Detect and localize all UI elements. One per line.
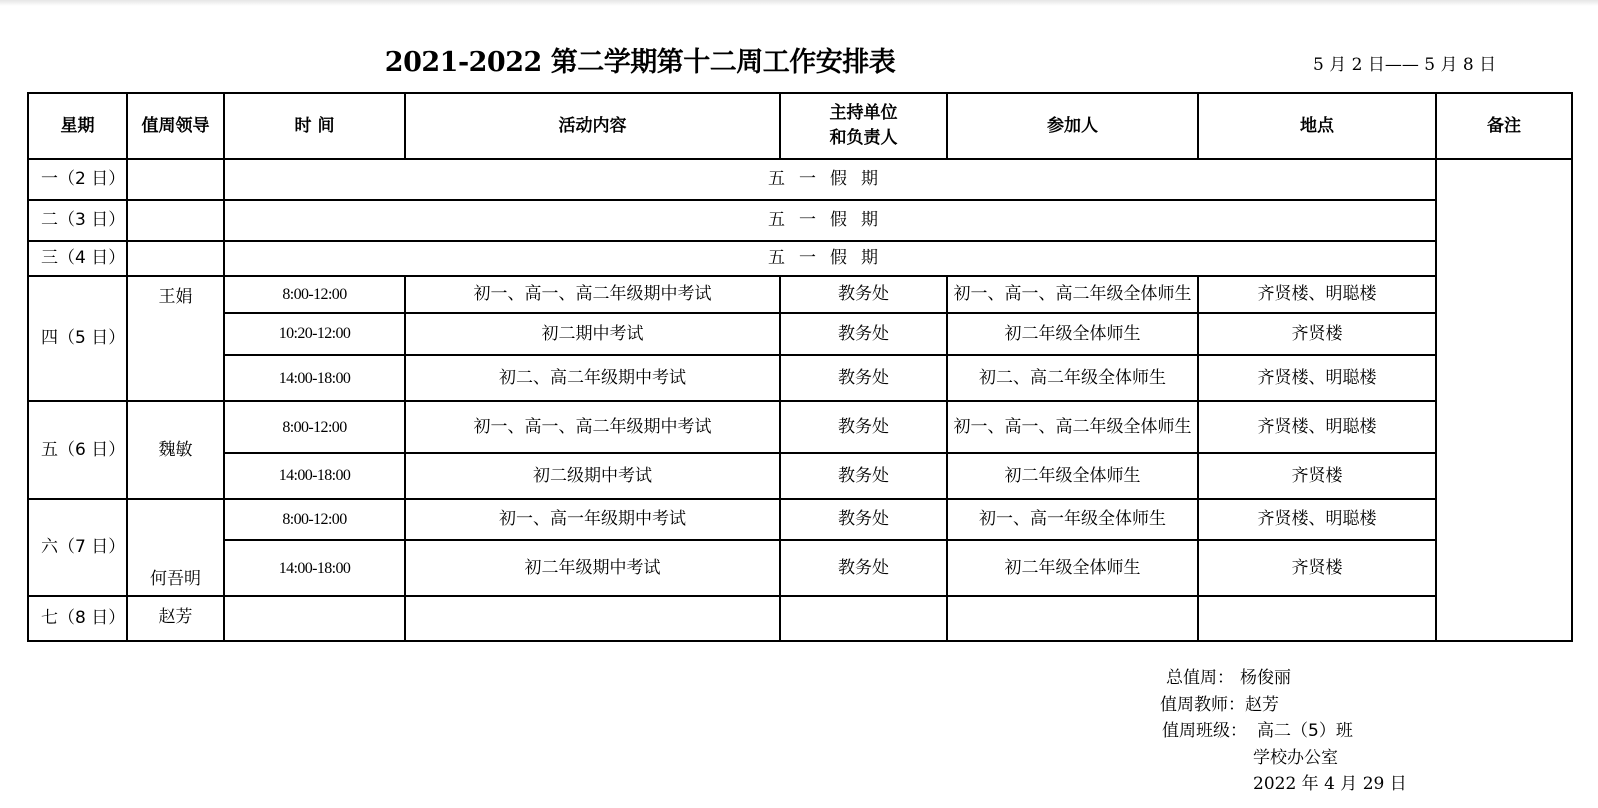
duty-teacher-value: 赵芳 — [1245, 694, 1279, 715]
location-cell: 齐贤楼 — [1198, 540, 1436, 596]
holiday-tue: 五一假期 — [224, 200, 1436, 242]
leader-fri: 魏敏 — [127, 401, 224, 498]
activity-cell: 初一、高一、高二年级期中考试 — [405, 401, 780, 453]
top-edge-shadow — [0, 0, 1598, 6]
table-row — [28, 313, 1572, 355]
participants-cell: 初二年级全体师生 — [947, 453, 1198, 499]
header-row — [28, 93, 1572, 159]
participants-cell: 初二年级全体师生 — [947, 540, 1198, 596]
header-notes: 备注 — [1436, 93, 1572, 159]
location-cell: 齐贤楼、明聪楼 — [1198, 499, 1436, 541]
table-row — [28, 453, 1572, 499]
time-cell: 8:00-12:00 — [224, 499, 405, 541]
time-cell: 14:00-18:00 — [224, 453, 405, 499]
activity-cell — [405, 596, 780, 641]
table-row — [28, 355, 1572, 402]
activity-cell: 初二期中考试 — [405, 313, 780, 355]
table-row — [28, 276, 1572, 314]
host-cell: 教务处 — [780, 401, 947, 453]
duty-class-label: 值周班级： — [1162, 721, 1247, 741]
day-sat: 六（7 日） — [28, 499, 127, 596]
participants-cell: 初二、高二年级全体师生 — [947, 355, 1198, 402]
leader-wed — [127, 241, 224, 276]
time-cell: 8:00-12:00 — [224, 276, 405, 314]
schedule-table — [27, 92, 1573, 642]
leader-tue — [127, 200, 224, 242]
holiday-mon: 五一假期 — [224, 159, 1436, 200]
time-cell: 8:00-12:00 — [224, 401, 405, 453]
host-cell: 教务处 — [780, 313, 947, 355]
host-cell: 教务处 — [780, 276, 947, 314]
activity-cell: 初二级期中考试 — [405, 453, 780, 499]
holiday-wed: 五一假期 — [224, 241, 1436, 276]
time-cell: 14:00-18:00 — [224, 355, 405, 402]
time-cell — [224, 596, 405, 641]
header-activity: 活动内容 — [405, 93, 780, 159]
header-host — [780, 93, 947, 159]
activity-cell: 初二年级期中考试 — [405, 540, 780, 596]
activity-cell: 初一、高一、高二年级期中考试 — [405, 276, 780, 314]
header-day: 星期 — [28, 93, 127, 159]
table-row — [28, 241, 1572, 276]
duty-class-row — [1162, 718, 1407, 745]
signature-block — [1160, 665, 1407, 798]
notes-cell — [1436, 159, 1572, 641]
participants-cell — [947, 596, 1198, 641]
time-cell: 10:20-12:00 — [224, 313, 405, 355]
duty-teacher-label: 值周教师： — [1160, 694, 1245, 715]
table-row — [28, 200, 1572, 242]
table-row — [28, 540, 1572, 596]
participants-cell: 初一、高一年级全体师生 — [947, 499, 1198, 541]
duty-teacher-row — [1160, 692, 1407, 719]
header-time: 时 间 — [224, 93, 405, 159]
participants-cell: 初二年级全体师生 — [947, 313, 1198, 355]
leader-thu: 王娟 — [127, 276, 224, 402]
location-cell: 齐贤楼 — [1198, 453, 1436, 499]
chief-duty-label: 总值周： — [1166, 668, 1234, 688]
date-range: 5 月 2 日—— 5 月 8 日 — [1313, 55, 1497, 75]
duty-class-value: 高二（5）班 — [1257, 721, 1353, 741]
activity-cell: 初二、高二年级期中考试 — [405, 355, 780, 402]
school-office: 学校办公室 — [1253, 747, 1338, 768]
day-sun: 七（8 日） — [28, 596, 127, 641]
host-cell: 教务处 — [780, 453, 947, 499]
header-location: 地点 — [1198, 93, 1436, 159]
day-tue: 二（3 日） — [28, 200, 127, 242]
location-cell: 齐贤楼、明聪楼 — [1198, 276, 1436, 314]
header-host-line1: 主持单位 — [829, 103, 898, 124]
host-cell: 教务处 — [780, 499, 947, 541]
leader-sun: 赵芳 — [127, 596, 224, 641]
header-leader: 值周领导 — [127, 93, 224, 159]
table-row — [28, 401, 1572, 453]
day-fri: 五（6 日） — [28, 401, 127, 498]
activity-cell: 初一、高一年级期中考试 — [405, 499, 780, 541]
issue-date: 2022 年 4 月 29 日 — [1253, 774, 1407, 794]
leader-mon — [127, 159, 224, 200]
host-cell — [780, 596, 947, 641]
location-cell: 齐贤楼、明聪楼 — [1198, 355, 1436, 402]
time-cell: 14:00-18:00 — [224, 540, 405, 596]
location-cell: 齐贤楼 — [1198, 313, 1436, 355]
leader-sat: 何吾明 — [127, 499, 224, 596]
header-host-line2: 和负责人 — [829, 127, 898, 148]
table-row — [28, 499, 1572, 541]
header-participants: 参加人 — [947, 93, 1198, 159]
table-row — [28, 159, 1572, 200]
chief-duty-row — [1166, 665, 1407, 692]
table-row — [28, 596, 1572, 641]
day-mon: 一（2 日） — [28, 159, 127, 200]
host-cell: 教务处 — [780, 540, 947, 596]
page-title: 2021-2022 第二学期第十二周工作安排表 — [384, 47, 896, 78]
host-cell: 教务处 — [780, 355, 947, 402]
participants-cell: 初一、高一、高二年级全体师生 — [947, 276, 1198, 314]
location-cell — [1198, 596, 1436, 641]
day-thu: 四（5 日） — [28, 276, 127, 402]
participants-cell: 初一、高一、高二年级全体师生 — [947, 401, 1198, 453]
location-cell: 齐贤楼、明聪楼 — [1198, 401, 1436, 453]
chief-duty-value: 杨俊丽 — [1240, 668, 1291, 688]
day-wed: 三（4 日） — [28, 241, 127, 276]
